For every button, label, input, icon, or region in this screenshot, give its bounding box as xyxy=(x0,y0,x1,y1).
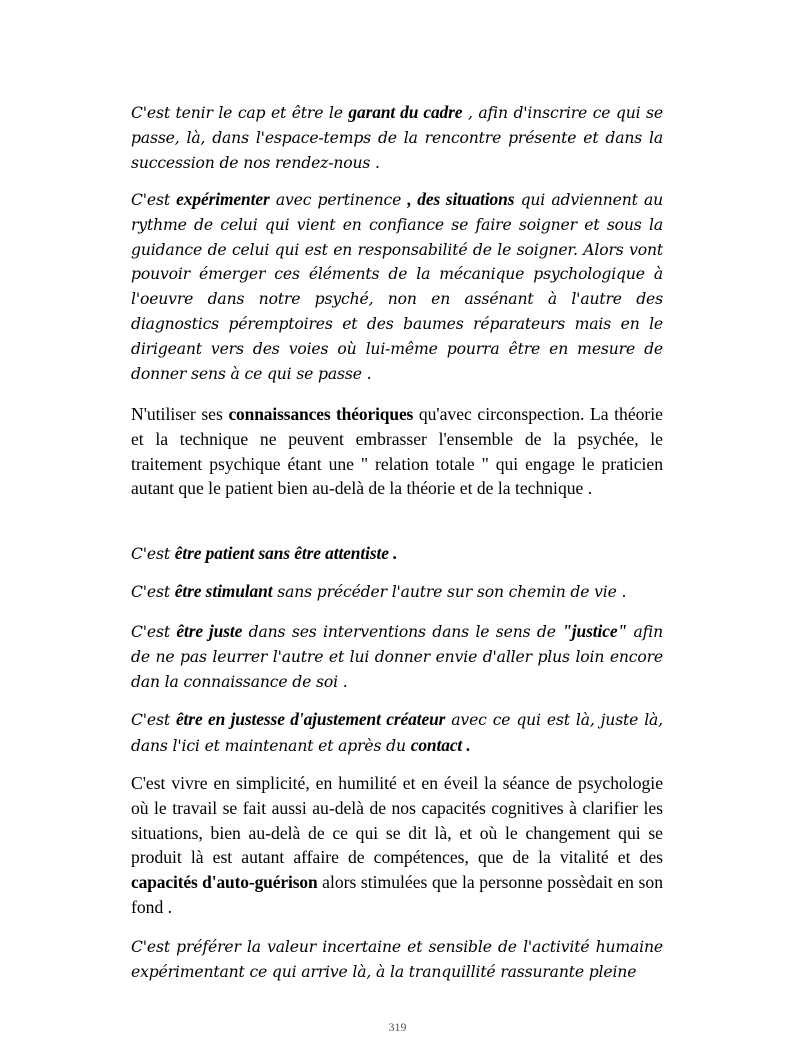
body-text: alors stimulées que la personne possèdait en son fond . xyxy=(131,872,663,917)
paragraph-vivre-en-simplicite xyxy=(131,771,663,920)
paragraph-etre-juste xyxy=(131,619,663,694)
emphasis-text: connaissances théoriques xyxy=(228,404,414,424)
body-text: C'est xyxy=(131,711,176,729)
paragraph-experimenter xyxy=(131,187,663,386)
body-text: C'est xyxy=(131,191,177,209)
emphasis-text: capacités d'auto-guérison xyxy=(131,872,318,893)
paragraph-ajustement-createur xyxy=(131,707,663,759)
body-text: C'est xyxy=(131,545,175,563)
paragraph-preferer-la-valeur xyxy=(131,935,663,985)
body-text: dans ses interventions dans le sens de xyxy=(242,623,563,641)
emphasis-text: expérimenter xyxy=(176,189,270,209)
paragraph-connaissances-theoriques xyxy=(131,402,663,501)
emphasis-text: être en justesse d'ajustement créateur xyxy=(175,709,446,729)
body-text: C'est xyxy=(131,583,175,601)
body-text: avec ce qui est là, juste là, dans l'ici et maintenant et après du xyxy=(131,711,663,755)
body-text: sans précéder l'autre sur son chemin de vie . xyxy=(272,583,627,601)
paragraph-etre-stimulant xyxy=(131,579,663,605)
body-text: afin de ne pas leurrer l'autre et lui donner envie d'aller plus loin encore dan la connaissance de soi . xyxy=(131,623,663,691)
body-text: C'est préférer la valeur incertaine et sensible de l'activité humaine expérimentant ce qui arrive là, à la tranquillité rassurante pleine xyxy=(131,938,663,981)
page-number: 319 xyxy=(388,1020,407,1034)
body-text: qu'avec circonspection. La théorie et la technique ne peuvent embrasser l'ensemble de la psychée, le traitement psychique étant une " relation totale " qui engage le praticien autant que le patient bien au-delà de la théorie et de la technique . xyxy=(131,404,663,499)
body-text: N'utiliser ses xyxy=(131,404,229,424)
emphasis-text: , des situations xyxy=(407,189,515,209)
body-text: C'est vivre en simplicité, en humilité et en éveil la séance de psychologie où le travail se fait aussi au-delà de nos capacités cognitives à clarifier les situations, bien au-delà de ce qui se dit là, et où le changement qui se produit là est autant affaire de compétences, que de la vitalité et des xyxy=(131,773,663,868)
body-text: avec pertinence xyxy=(269,191,408,209)
emphasis-text: être patient sans être attentiste . xyxy=(174,543,398,563)
body-text: C'est xyxy=(131,623,177,641)
body-text: C'est tenir le cap et être le xyxy=(131,104,349,122)
emphasis-text: être stimulant xyxy=(174,581,273,601)
paragraph-etre-patient xyxy=(131,541,663,567)
emphasis-text: "justice" xyxy=(562,621,628,641)
emphasis-text: contact . xyxy=(410,734,471,755)
body-text: qui adviennent au rythme de celui qui vient en confiance se faire soigner et sous la guidance de celui qui est en responsabilité de le soigner. Alors vont pouvoir émerger ces éléments de la mécanique psychologique à l'oeuvre dans notre psyché, non en assénant à l'autre des diagnostics péremptoires et des baumes réparateurs mais en le dirigeant vers des voies où lui-même pourra être en mesure de donner sens à ce qui se passe . xyxy=(131,191,663,383)
emphasis-text: garant du cadre xyxy=(348,102,463,122)
body-text: , afin d'inscrire ce qui se passe, là, dans l'espace-temps de la rencontre présente et dans la succession de nos rendez-nous . xyxy=(131,104,663,172)
emphasis-text: être juste xyxy=(176,621,243,641)
paragraph-garant-du-cadre xyxy=(131,100,663,175)
